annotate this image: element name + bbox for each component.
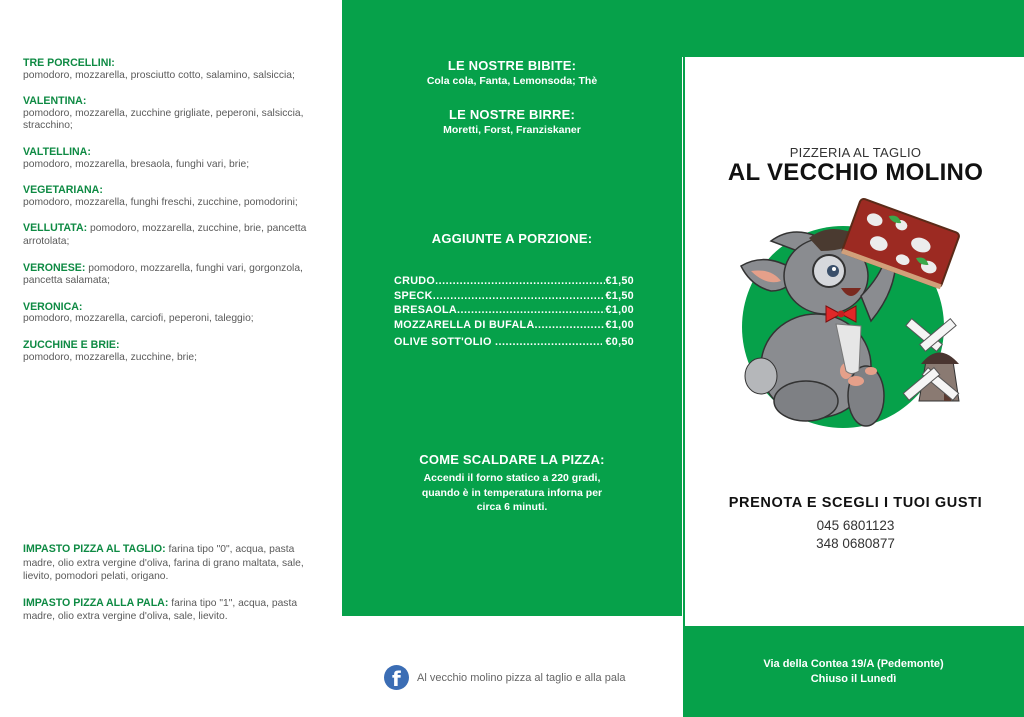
pizza-name: VALTELLINA: (23, 145, 91, 158)
addon-row-mozzarella-di-bufala (394, 318, 634, 333)
cover-subtitle: PIZZERIA AL TAGLIO (789, 145, 922, 160)
cover-title: AL VECCHIO MOLINO (727, 159, 984, 186)
pizza-item-vegetariana (23, 184, 323, 209)
addons-list (394, 274, 634, 350)
addon-price: €1,00 (605, 318, 634, 331)
pizza-desc: pomodoro, mozzarella, funghi freschi, zucchine, pomodorini; (23, 196, 298, 208)
addon-price: €0,50 (602, 336, 634, 348)
heating-title: COME SCALDARE LA PIZZA: (419, 452, 605, 467)
dough-item-al-taglio (23, 543, 323, 584)
drinks-section (342, 58, 682, 89)
address-footer (683, 626, 1024, 717)
dot-leader (433, 289, 606, 304)
addon-row-olive-sottolio (394, 335, 634, 350)
dot-leader (535, 318, 606, 333)
addon-price: €1,50 (605, 275, 634, 287)
pizza-item-vellutata (23, 222, 323, 248)
pizza-name: TRE PORCELLINI: (23, 57, 115, 69)
beers-section (342, 107, 682, 138)
beers-title: LE NOSTRE BIRRE: (449, 107, 575, 122)
pizza-name: VERONESE: (23, 261, 86, 274)
pizza-item-veronica (23, 301, 323, 326)
dot-leader (457, 303, 605, 318)
dough-desc: farina tipo "1", acqua, pasta madre, olio extra vergine d'oliva, sale, lievito. (23, 597, 298, 623)
left-panel (0, 0, 342, 717)
pizza-item-zucchine-e-brie (23, 339, 323, 364)
pizza-name: VERONICA: (23, 300, 83, 313)
pizza-item-veronese (23, 262, 323, 288)
dot-leader (435, 274, 605, 289)
pizza-desc: pomodoro, mozzarella, bresaola, funghi vari, brie; (23, 158, 250, 170)
pizza-name: VELLUTATA: (23, 222, 88, 235)
heating-section (342, 452, 682, 515)
drinks-title: LE NOSTRE BIBITE: (447, 58, 577, 73)
pizza-item-valentina (23, 95, 323, 133)
heating-line: quando è in temperatura inforna per (421, 486, 603, 499)
addon-name: MOZZARELLA DI BUFALA (394, 318, 535, 331)
addon-row-speck (394, 289, 634, 304)
pizza-item-tre-porcellini (23, 57, 323, 82)
dough-name: IMPASTO PIZZA ALLA PALA: (23, 596, 169, 609)
pizza-name: VALENTINA: (23, 95, 87, 108)
pizza-desc: pomodoro, mozzarella, prosciutto cotto, salamino, salsiccia; (23, 69, 295, 81)
pizza-desc: pomodoro, mozzarella, zucchine grigliate, peperoni, salsiccia, stracchino; (23, 107, 304, 132)
facebook-glyph: f (392, 667, 401, 691)
pizza-desc: pomodoro, mozzarella, funghi vari, gorgonzola, pancetta salamata; (23, 262, 303, 287)
pizza-desc: pomodoro, mozzarella, zucchine, brie; (23, 351, 197, 363)
addons-title: AGGIUNTE A PORZIONE: (431, 231, 593, 246)
phone-number[interactable]: 045 6801123 (816, 518, 895, 533)
addon-row-crudo (394, 274, 634, 289)
facebook-label: Al vecchio molino pizza al taglio e alla pala (417, 671, 626, 684)
heating-line: Accendi il forno statico a 220 gradi, (423, 472, 601, 484)
addon-name: SPECK (394, 289, 433, 302)
facebook-icon (384, 665, 409, 690)
pizza-name: VEGETARIANA: (23, 184, 103, 197)
heating-instructions (342, 471, 682, 515)
pizza-desc: pomodoro, mozzarella, carciofi, peperoni, taleggio; (23, 313, 254, 325)
middle-panel (342, 0, 682, 616)
heating-line: circa 6 minuti. (476, 501, 548, 513)
addon-row-bresaola (394, 303, 634, 318)
rabbit-mascot-icon (721, 196, 971, 436)
addon-price: €1,00 (605, 304, 634, 316)
dough-desc: farina tipo "0", acqua, pasta madre, olio extra vergine d'oliva, farina di grano maltata, sale, lievito, pomodori pelati, origano. (23, 544, 304, 583)
closing-day: Chiuso il Lunedì (810, 672, 897, 685)
addon-price: €1,50 (605, 289, 634, 302)
pizza-desc: pomodoro, mozzarella, zucchine, brie, pancetta arrotolata; (23, 223, 307, 247)
pizza-item-valtellina (23, 146, 323, 171)
dot-leader (495, 335, 602, 350)
addon-name: CRUDO (394, 275, 436, 287)
beers-text: Moretti, Forst, Franziskaner (443, 124, 581, 136)
phone-number[interactable]: 348 0680877 (816, 536, 895, 551)
right-top-band (682, 0, 1024, 57)
booking-title: PRENOTA E SCEGLI I TUOI GUSTI (728, 495, 983, 511)
dough-item-alla-pala (23, 597, 323, 624)
pizza-list (23, 57, 323, 377)
dough-name: IMPASTO PIZZA AL TAGLIO: (23, 543, 166, 555)
facebook-link[interactable] (384, 665, 626, 690)
addon-name: OLIVE SOTT'OLIO (394, 336, 495, 348)
cover-card (683, 57, 1024, 626)
drinks-text: Cola cola, Fanta, Lemonsoda; Thè (426, 75, 598, 87)
addon-name: BRESAOLA (394, 304, 457, 316)
address: Via della Contea 19/A (Pedemonte) (763, 658, 944, 670)
addons-section (342, 231, 682, 246)
pizza-name: ZUCCHINE E BRIE: (23, 338, 120, 351)
facebook-footer (342, 616, 683, 717)
dough-list (23, 543, 323, 637)
